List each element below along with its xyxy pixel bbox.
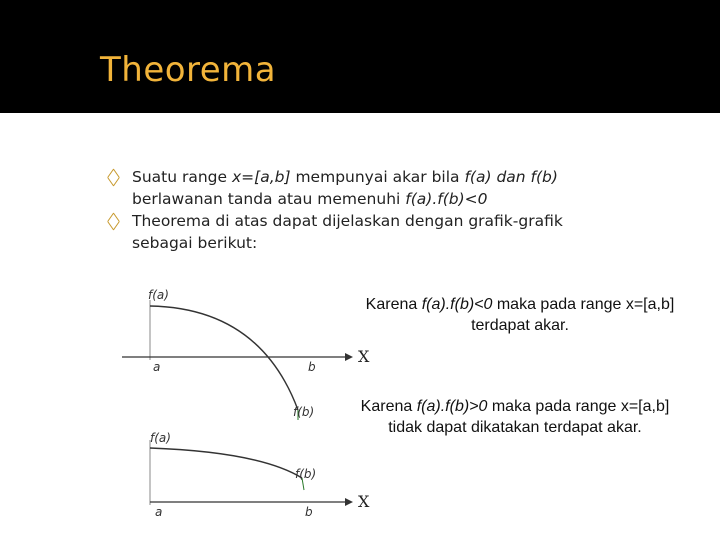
graph-2-fb-label: f(b) [295,467,317,481]
graph-2 [150,431,370,519]
note-1-part-2: maka pada range x=[a,b] terdapat akar. [471,296,675,334]
note-2 [360,396,670,438]
bullet-1-emph-1: x=[a,b] [232,168,291,186]
graph-2-curve [150,448,302,478]
bullet-1-emph-3: f(a).f(b)<0 [405,190,488,208]
bullet-1-part-2: mempunyai akar bila [290,168,465,186]
bullet-2-text: Theorema di atas dapat dijelaskan dengan grafik-grafik sebagai berikut: [132,212,563,252]
note-2-part-2: maka pada range x=[a,b] tidak dapat dikatakan terdapat akar. [388,398,670,436]
note-2-emph: f(a).f(b)>0 [416,398,488,415]
graph-1-b-label: b [308,360,316,374]
note-2-part-1: Karena [360,398,417,415]
slide-title: Theorema [100,50,277,90]
graph-1-arrow-icon [345,353,353,361]
graph-2-a-label: a [155,505,163,519]
note-1-part-1: Karena [365,296,422,313]
graph-2-x-label: X [358,492,370,511]
note-1 [360,294,680,336]
graph-1-a-label: a [153,360,161,374]
graph-2-fa-label: f(a) [150,431,171,445]
graph-1 [122,288,370,420]
bullet-1-part-3: berlawanan tanda atau memenuhi [132,190,406,208]
bullet-1-part-1: Suatu range [132,168,232,186]
graph-1-x-label: X [358,347,370,366]
graph-1-curve [150,306,298,410]
bullet-1-emph-2: f(a) dan f(b) [464,168,558,186]
graph-2-arrow-icon [345,498,353,506]
graph-2-b-label: b [305,505,313,519]
note-1-emph: f(a).f(b)<0 [421,296,493,313]
graph-1-fb-label: f(b) [293,405,315,419]
graph-1-fa-label: f(a) [148,288,169,302]
